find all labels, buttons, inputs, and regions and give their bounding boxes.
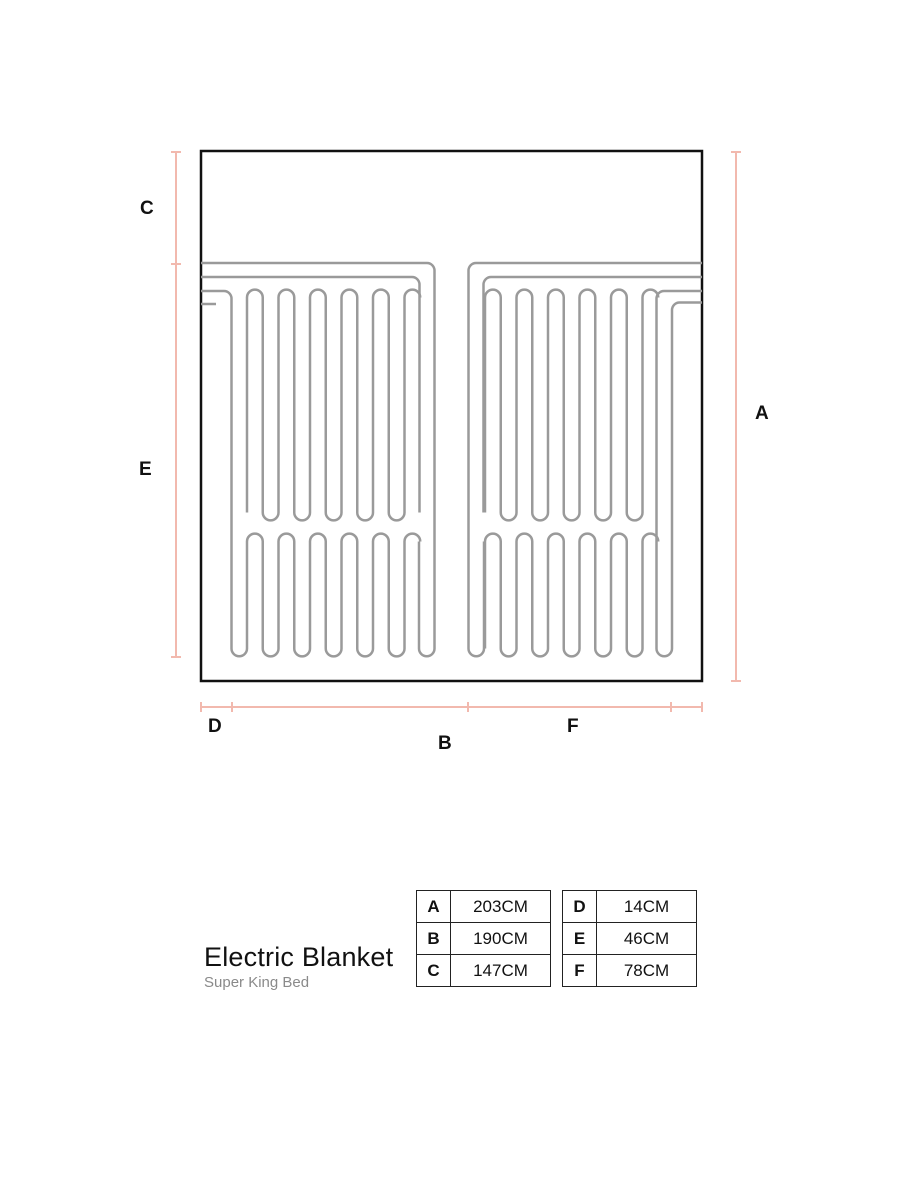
dimension-table-left [416,890,551,987]
heating-wire-right-upper [485,290,658,521]
label-b: B [438,733,452,754]
dimension-value: 14CM [597,891,697,923]
table-row [417,955,551,987]
label-e: E [139,459,152,480]
product-subtitle: Super King Bed [204,974,310,991]
heating-wire-right-feed-inner [657,291,703,656]
table-row [563,923,697,955]
heating-wire-left-feed-inner [201,291,247,656]
heating-wire-left-upper [247,290,420,521]
heating-wire-right-lower [485,534,658,657]
dimension-value: 46CM [597,923,697,955]
dimension-value: 147CM [451,955,551,987]
dimension-key: A [417,891,451,923]
dimension-key: B [417,923,451,955]
heating-wire-left-feed-outer [201,263,435,656]
label-d: D [208,716,222,737]
label-c: C [140,198,154,219]
table-row [563,955,697,987]
dimension-key: D [563,891,597,923]
dimension-value: 190CM [451,923,551,955]
heating-wires [201,263,702,656]
dimension-key: F [563,955,597,987]
heating-wire-left-lower [247,534,420,657]
table-row [417,923,551,955]
dimension-value: 78CM [597,955,697,987]
table-row [563,891,697,923]
label-f: F [567,716,579,737]
heating-wire-right-feed-outer [469,263,703,656]
table-row [417,891,551,923]
dimension-key: E [563,923,597,955]
label-a: A [755,403,769,424]
dimension-key: C [417,955,451,987]
dimension-value: 203CM [451,891,551,923]
product-title: Electric Blanket [204,942,394,972]
dimension-table-right [562,890,697,987]
